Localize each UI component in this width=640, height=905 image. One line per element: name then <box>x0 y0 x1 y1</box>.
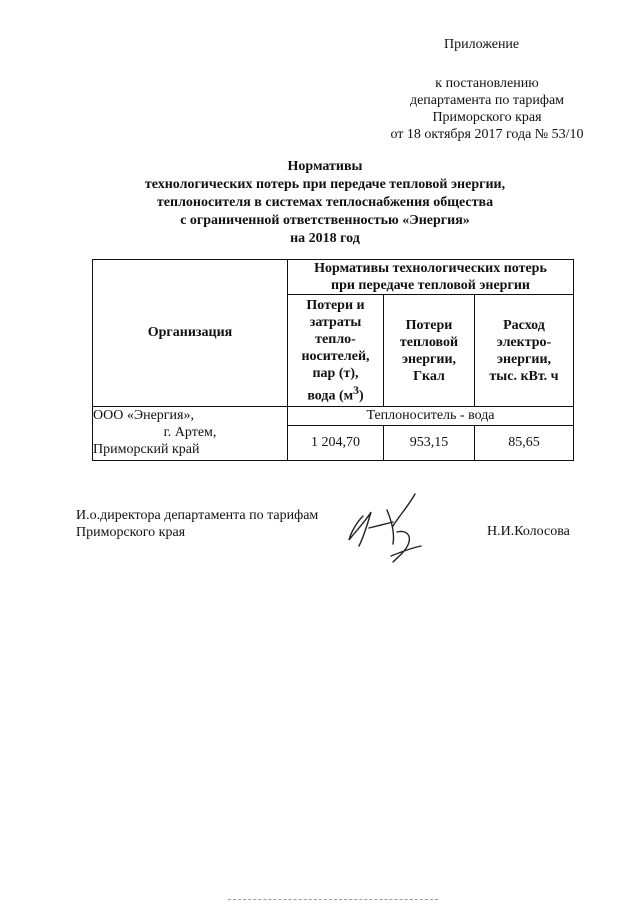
appendix-title: Приложение <box>444 37 520 52</box>
header-norms-group <box>288 260 574 295</box>
header-line: энергии, <box>401 351 457 367</box>
header-line: Потери <box>405 317 453 333</box>
organization-region: Приморский край <box>93 442 200 457</box>
header-line: Расход <box>503 317 545 333</box>
title-line: на 2018 год <box>290 231 360 246</box>
title-line: технологических потерь при передаче тепловой энергии, <box>144 177 506 192</box>
header-electricity-consumption <box>475 295 574 407</box>
value-heat-losses: 953,15 <box>384 426 475 461</box>
header-coolant-losses <box>288 295 384 407</box>
header-line: электро- <box>496 334 552 350</box>
header-line-text: ) <box>359 388 364 404</box>
scan-edge-divider <box>228 899 438 900</box>
header-line: носителей, <box>301 348 370 364</box>
signer-position <box>76 507 318 541</box>
header-group-line: при передаче тепловой энергии <box>331 278 530 293</box>
value-coolant-losses: 1 204,70 <box>288 426 384 461</box>
appendix-reference <box>380 75 594 143</box>
handwritten-signature <box>335 486 435 566</box>
appendix-line: Приморского края <box>432 110 542 125</box>
title-line: Нормативы <box>287 159 363 174</box>
header-heat-losses <box>384 295 475 407</box>
title-line: теплоносителя в системах теплоснабжения общества <box>156 195 494 210</box>
appendix-line: к постановлению <box>435 76 539 91</box>
title-line: с ограниченной ответственностью «Энергия» <box>180 213 470 228</box>
organization-name: ООО «Энергия», <box>93 408 194 423</box>
header-line: тыс. кВт. ч <box>489 368 559 384</box>
header-line: пар (т), <box>312 365 359 381</box>
header-line: тепловой <box>399 334 459 350</box>
header-line: Гкал <box>413 368 445 384</box>
organization-cell <box>93 407 288 461</box>
header-line-text: вода (м <box>307 388 354 404</box>
header-group-line: Нормативы технологических потерь <box>314 261 547 276</box>
header-organization: Организация <box>93 260 288 407</box>
signer-position-line: Приморского края <box>76 525 186 540</box>
norms-table <box>92 259 574 461</box>
appendix-line: департамента по тарифам <box>409 93 565 108</box>
header-line: Потери и <box>306 297 365 313</box>
table-header-row <box>93 260 574 295</box>
organization-city: г. Артем, <box>163 425 217 440</box>
value-electricity: 85,65 <box>475 426 574 461</box>
table-row <box>93 407 574 426</box>
signer-name: Н.И.Колосова <box>487 524 570 539</box>
header-line: затраты <box>309 314 362 330</box>
header-line: энергии, <box>496 351 552 367</box>
header-line <box>288 382 383 405</box>
header-line: тепло- <box>315 331 356 347</box>
appendix-line: от 18 октября 2017 года № 53/10 <box>390 127 584 142</box>
document-title <box>60 158 590 248</box>
heat-carrier-cell: Теплоноситель - вода <box>288 407 574 426</box>
header-line-superscript: 3 <box>353 383 359 397</box>
signer-position-line: И.о.директора департамента по тарифам <box>76 508 319 523</box>
